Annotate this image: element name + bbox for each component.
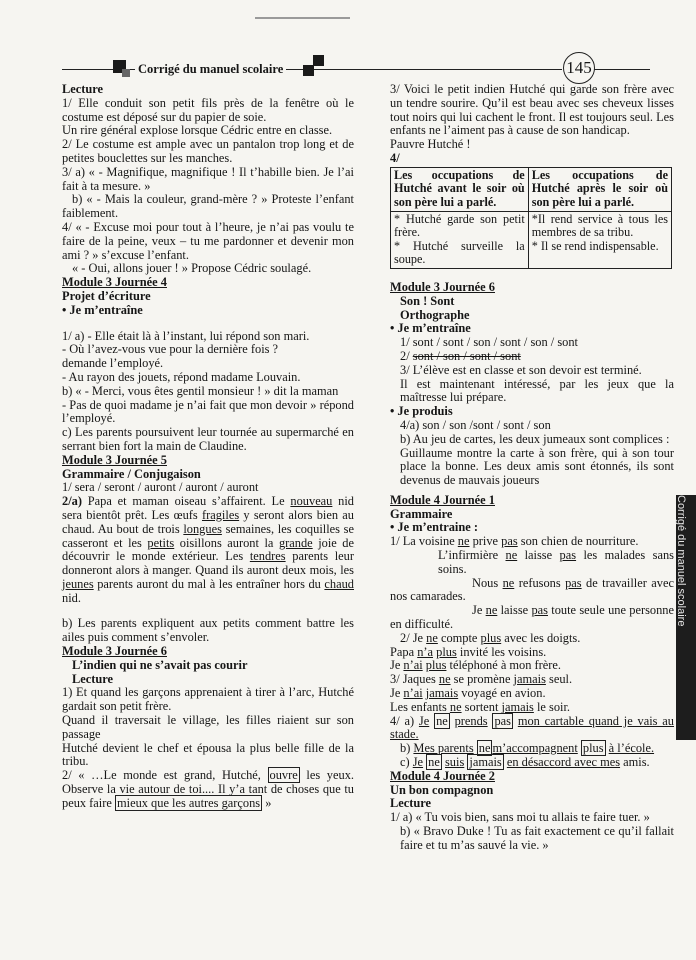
exercise-line: - Pas de quoi madame je n’ai fait que mon devoir » répond l’employé.	[62, 397, 354, 426]
side-tab-label: Corrigé du manuel scolaire	[675, 495, 687, 627]
table-header: Les occupations de Hutché avant le soir où son père lui a parlé.	[391, 167, 529, 211]
answer-2: 2/ Le costume est ample avec un pantalon trop long et de petites bouclettes sur les manches.	[62, 137, 354, 165]
exercise-line: demande l’employé.	[62, 356, 164, 371]
exercise-line: b) « Bravo Duke ! Tu as fait exactement ce qu’il fallait faire et tu m’as sauvé la vie. »	[400, 824, 674, 852]
exercise-line: L’infirmière ne laisse pas les malades sans soins.	[438, 548, 674, 576]
section-title: Grammaire / Conjugaison	[62, 466, 201, 481]
exercise-line: c) Je ne suis jamais en désaccord avec mes amis.	[400, 755, 650, 770]
answer-1b: Un rire général explose lorsque Cédric entre en classe.	[62, 123, 333, 138]
table-header: Les occupations de Hutché après le soir où son père lui a parlé.	[528, 167, 671, 211]
exercise-line: b) Au jeu de cartes, les deux jumeaux sont complices :	[400, 431, 670, 446]
exercise-line: Les enfants ne sortent jamais le soir.	[390, 699, 570, 714]
section-title: Un bon compagnon	[390, 782, 494, 797]
exercise-line: 3/ Voici le petit indien Hutché qui garde son frère avec un tendre sourire. Qu’il est beau avec ses cheveux lisses tout noirs qui lui cachent le front. Il est toujours seul. Les enfants ne l’aiment pas à cause de son handicap.	[390, 82, 674, 138]
exercise-line: 1/ a) - Elle était là à l’instant, lui répond son mari.	[62, 328, 310, 343]
exercise-line: b) « - Merci, vous êtes gentil monsieur ! » dit la maman	[62, 383, 339, 398]
exercise-line: 2/ sont / son / sont / sont	[400, 348, 521, 363]
exercise-line: 1/ La voisine ne prive pas son chien de nourriture.	[390, 534, 639, 549]
right-column	[390, 83, 674, 853]
exercise-line: 4/ a) Je ne prends pas mon cartable quand je vais au stade.	[390, 713, 675, 742]
header-square-shade-icon	[122, 69, 130, 77]
section-title: Son ! Sont	[400, 293, 455, 308]
module-title: Module 4 Journée 1	[390, 492, 495, 507]
header-title: Corrigé du manuel scolaire	[135, 62, 286, 77]
exercise-line: Papa n’a plus invité les voisins.	[390, 644, 547, 659]
lecture-title: Lecture	[62, 82, 104, 96]
module-title: Module 3 Journée 5	[62, 452, 167, 467]
exercise-line: 3/ Jaques ne se promène jamais seul.	[390, 672, 573, 687]
exercise-line: Nous ne refusons pas de travailler avec nos camarades.	[390, 575, 674, 604]
page-number: 145	[563, 52, 595, 84]
header-rule-right	[594, 69, 650, 70]
exercise-line: 4/a) son / son /sont / sont / son	[400, 417, 551, 432]
exercise-line: Guillaume montre la carte à son frère, qui à son tour place la bonne. Les deux amis sont étonnés, ils sont devenus de mauvais joueurs	[400, 445, 674, 488]
header-square-right-icon	[313, 55, 324, 66]
exercise-line: Pauvre Hutché !	[390, 137, 471, 152]
answer-4: 4/ « - Excuse moi pour tout à l’heure, je n’ai pas voulu te faire de la peine, veux – tu me pardonner et devenir mon ami ? » s’excuse l’enfant.	[62, 219, 354, 262]
exercise-line: b) Les parents expliquent aux petits comment battre les ailes puis comment s’envoler.	[62, 616, 354, 645]
exercise-line: Hutché devient le chef et épousa la plus belle fille de la tribu.	[62, 740, 354, 769]
left-column	[62, 83, 354, 811]
section-title: Orthographe	[400, 307, 470, 322]
top-dash	[255, 17, 350, 19]
exercise-line: - Où l’avez-vous vue pour la dernière fois ?	[62, 342, 279, 357]
subsection-title: • Je produis	[390, 404, 453, 419]
exercise-line: 1) Et quand les garçons apprenaient à tirer à l’arc, Hutché gardait son petit frère.	[62, 685, 354, 714]
exercise-line: b) Mes parents ne m’accompagnent plus à l’école.	[400, 741, 655, 756]
table-cell: * Hutché garde son petit frère. * Hutché surveille la soupe.	[391, 211, 529, 268]
answer-4b: « - Oui, allons jouer ! » Propose Cédric soulagé.	[72, 261, 312, 276]
exercise-line: c) Les parents poursuivent leur tournée au supermarché en serrant bien fort la main de Claudine.	[62, 425, 354, 453]
quote-line: 2/ « …Le monde est grand, Hutché, ouvre les yeux. Observe la vie autour de toi.... Il y’a tant de choses que tu peux faire mieux que les autres garçons »	[62, 768, 354, 810]
grammar-paragraph: 2/a) Papa et maman oiseau s’affairent. Le nouveau nid sera bientôt prêt. Les œufs fragiles y seront alors bien au chaud. Au bout de trois longues semaines, les coquilles se casseront et les petits oisillons auront la grande joie de découvrir le monde extérieur. Les tendres parents leur donneront alors à manger. Quand ils auront deux mois, les jeunes parents auront du mal à les entraîner hors du chaud nid.	[62, 494, 354, 605]
exercise-line: Il est maintenant intéressé, par les jeux que la maîtresse lui prépare.	[400, 376, 674, 405]
exercise-line: Je ne laisse pas toute seule une personne en difficulté.	[390, 603, 675, 632]
section-title: Lecture	[72, 671, 114, 686]
exercise-line: 1/ sont / sont / son / sont / son / sont	[400, 335, 578, 350]
header-square-right2-icon	[303, 65, 314, 76]
exercise-line: 1/ a) « Tu vois bien, sans moi tu allais te faire tuer. »	[390, 810, 650, 825]
side-tab	[676, 495, 696, 740]
answer-3a: 3/ a) « - Magnifique, magnifique ! Il t’habille bien. Je l’ai fait à ta mesure. »	[62, 164, 354, 193]
module-title: Module 3 Journée 6	[390, 279, 495, 294]
story-title: L’indien qui ne s’avait pas courir	[72, 657, 248, 672]
exercise-line: 1/ sera / seront / auront / auront / auront	[62, 480, 259, 495]
module-title: Module 4 Journée 2	[390, 768, 495, 783]
table-cell: *Il rend service à tous les membres de sa tribu. * Il se rend indispensable.	[528, 211, 671, 268]
subsection-title: • Je m’entraîne	[62, 302, 143, 317]
section-title: Projet d’écriture	[62, 288, 151, 303]
exercise-line: Je n’ai plus téléphoné à mon frère.	[390, 658, 562, 673]
question-label: 4/	[390, 150, 400, 165]
exercise-line: 2/ Je ne compte plus avec les doigts.	[400, 630, 581, 645]
exercise-line: 3/ L’élève est en classe et son devoir est terminé.	[400, 362, 642, 377]
answer-1: 1/ Elle conduit son petit fils près de la fenêtre où le costume est déposé sur du papier de soie.	[62, 95, 354, 124]
exercise-line: - Au rayon des jouets, répond madame Louvain.	[62, 369, 301, 384]
section-title: Lecture	[390, 796, 432, 811]
exercise-line: Quand il traversait le village, les filles riaient sur son passage	[62, 713, 354, 741]
section-title: Grammaire	[390, 506, 453, 521]
exercise-line: Je n’ai jamais voyagé en avion.	[390, 686, 546, 701]
module-title: Module 3 Journée 6	[62, 644, 167, 659]
subsection-title: • Je m’entraine :	[390, 520, 478, 535]
occupations-table	[390, 167, 672, 269]
subsection-title: • Je m’entraîne	[390, 321, 471, 336]
answer-3b: b) « - Mais la couleur, grand-mère ? » Proteste l’enfant faiblement.	[62, 192, 354, 221]
module-title: Module 3 Journée 4	[62, 275, 167, 290]
